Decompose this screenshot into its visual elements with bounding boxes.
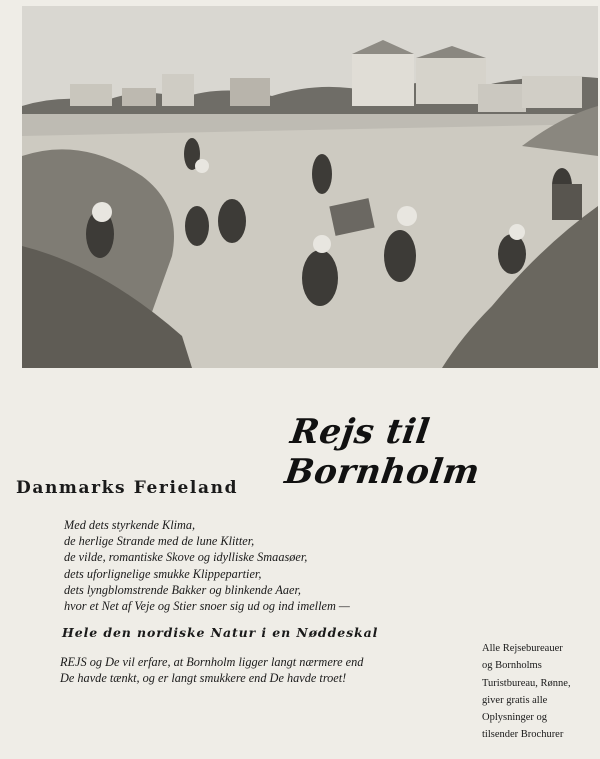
sidebar-line: giver gratis alle — [482, 694, 548, 706]
brochure-title: Rejs til Bornholm — [282, 412, 483, 492]
poem-line: dets uforlignelige smukke Klippepartier, — [64, 566, 262, 581]
tagline: Hele den nordiske Natur i en Nøddeskal — [62, 625, 379, 640]
poem-line: de vilde, romantiske Skove og idylliske Smaasøer, — [64, 550, 308, 565]
poem-line: Med dets styrkende Klima, — [64, 518, 196, 532]
poem-line: hvor et Net af Veje og Stier snoer sig ud og ind imellem — — [64, 599, 350, 614]
sidebar-line: Alle Rejsebureauer — [482, 643, 563, 654]
section-heading: Danmarks Ferieland — [16, 478, 239, 498]
closing-line: De havde tænkt, og er langt smukkere end De havde troet! — [60, 671, 347, 686]
sidebar-line: Oplysninger og — [482, 712, 548, 724]
info-sidebar — [482, 640, 594, 744]
closing-text — [60, 654, 420, 686]
poem-line: de herlige Strande med de lune Klitter, — [64, 534, 255, 549]
sidebar-line: Turistbureau, Rønne, — [482, 677, 571, 689]
beach-photo — [22, 6, 598, 368]
poem-text — [64, 517, 444, 614]
sidebar-line: tilsender Brochurer — [482, 729, 564, 741]
poem-line: dets lyngblomstrende Bakker og blinkende Aaer, — [64, 582, 301, 597]
sidebar-line: og Bornholms — [482, 660, 542, 672]
closing-line: REJS og De vil erfare, at Bornholm ligger langt nærmere end — [60, 655, 364, 669]
